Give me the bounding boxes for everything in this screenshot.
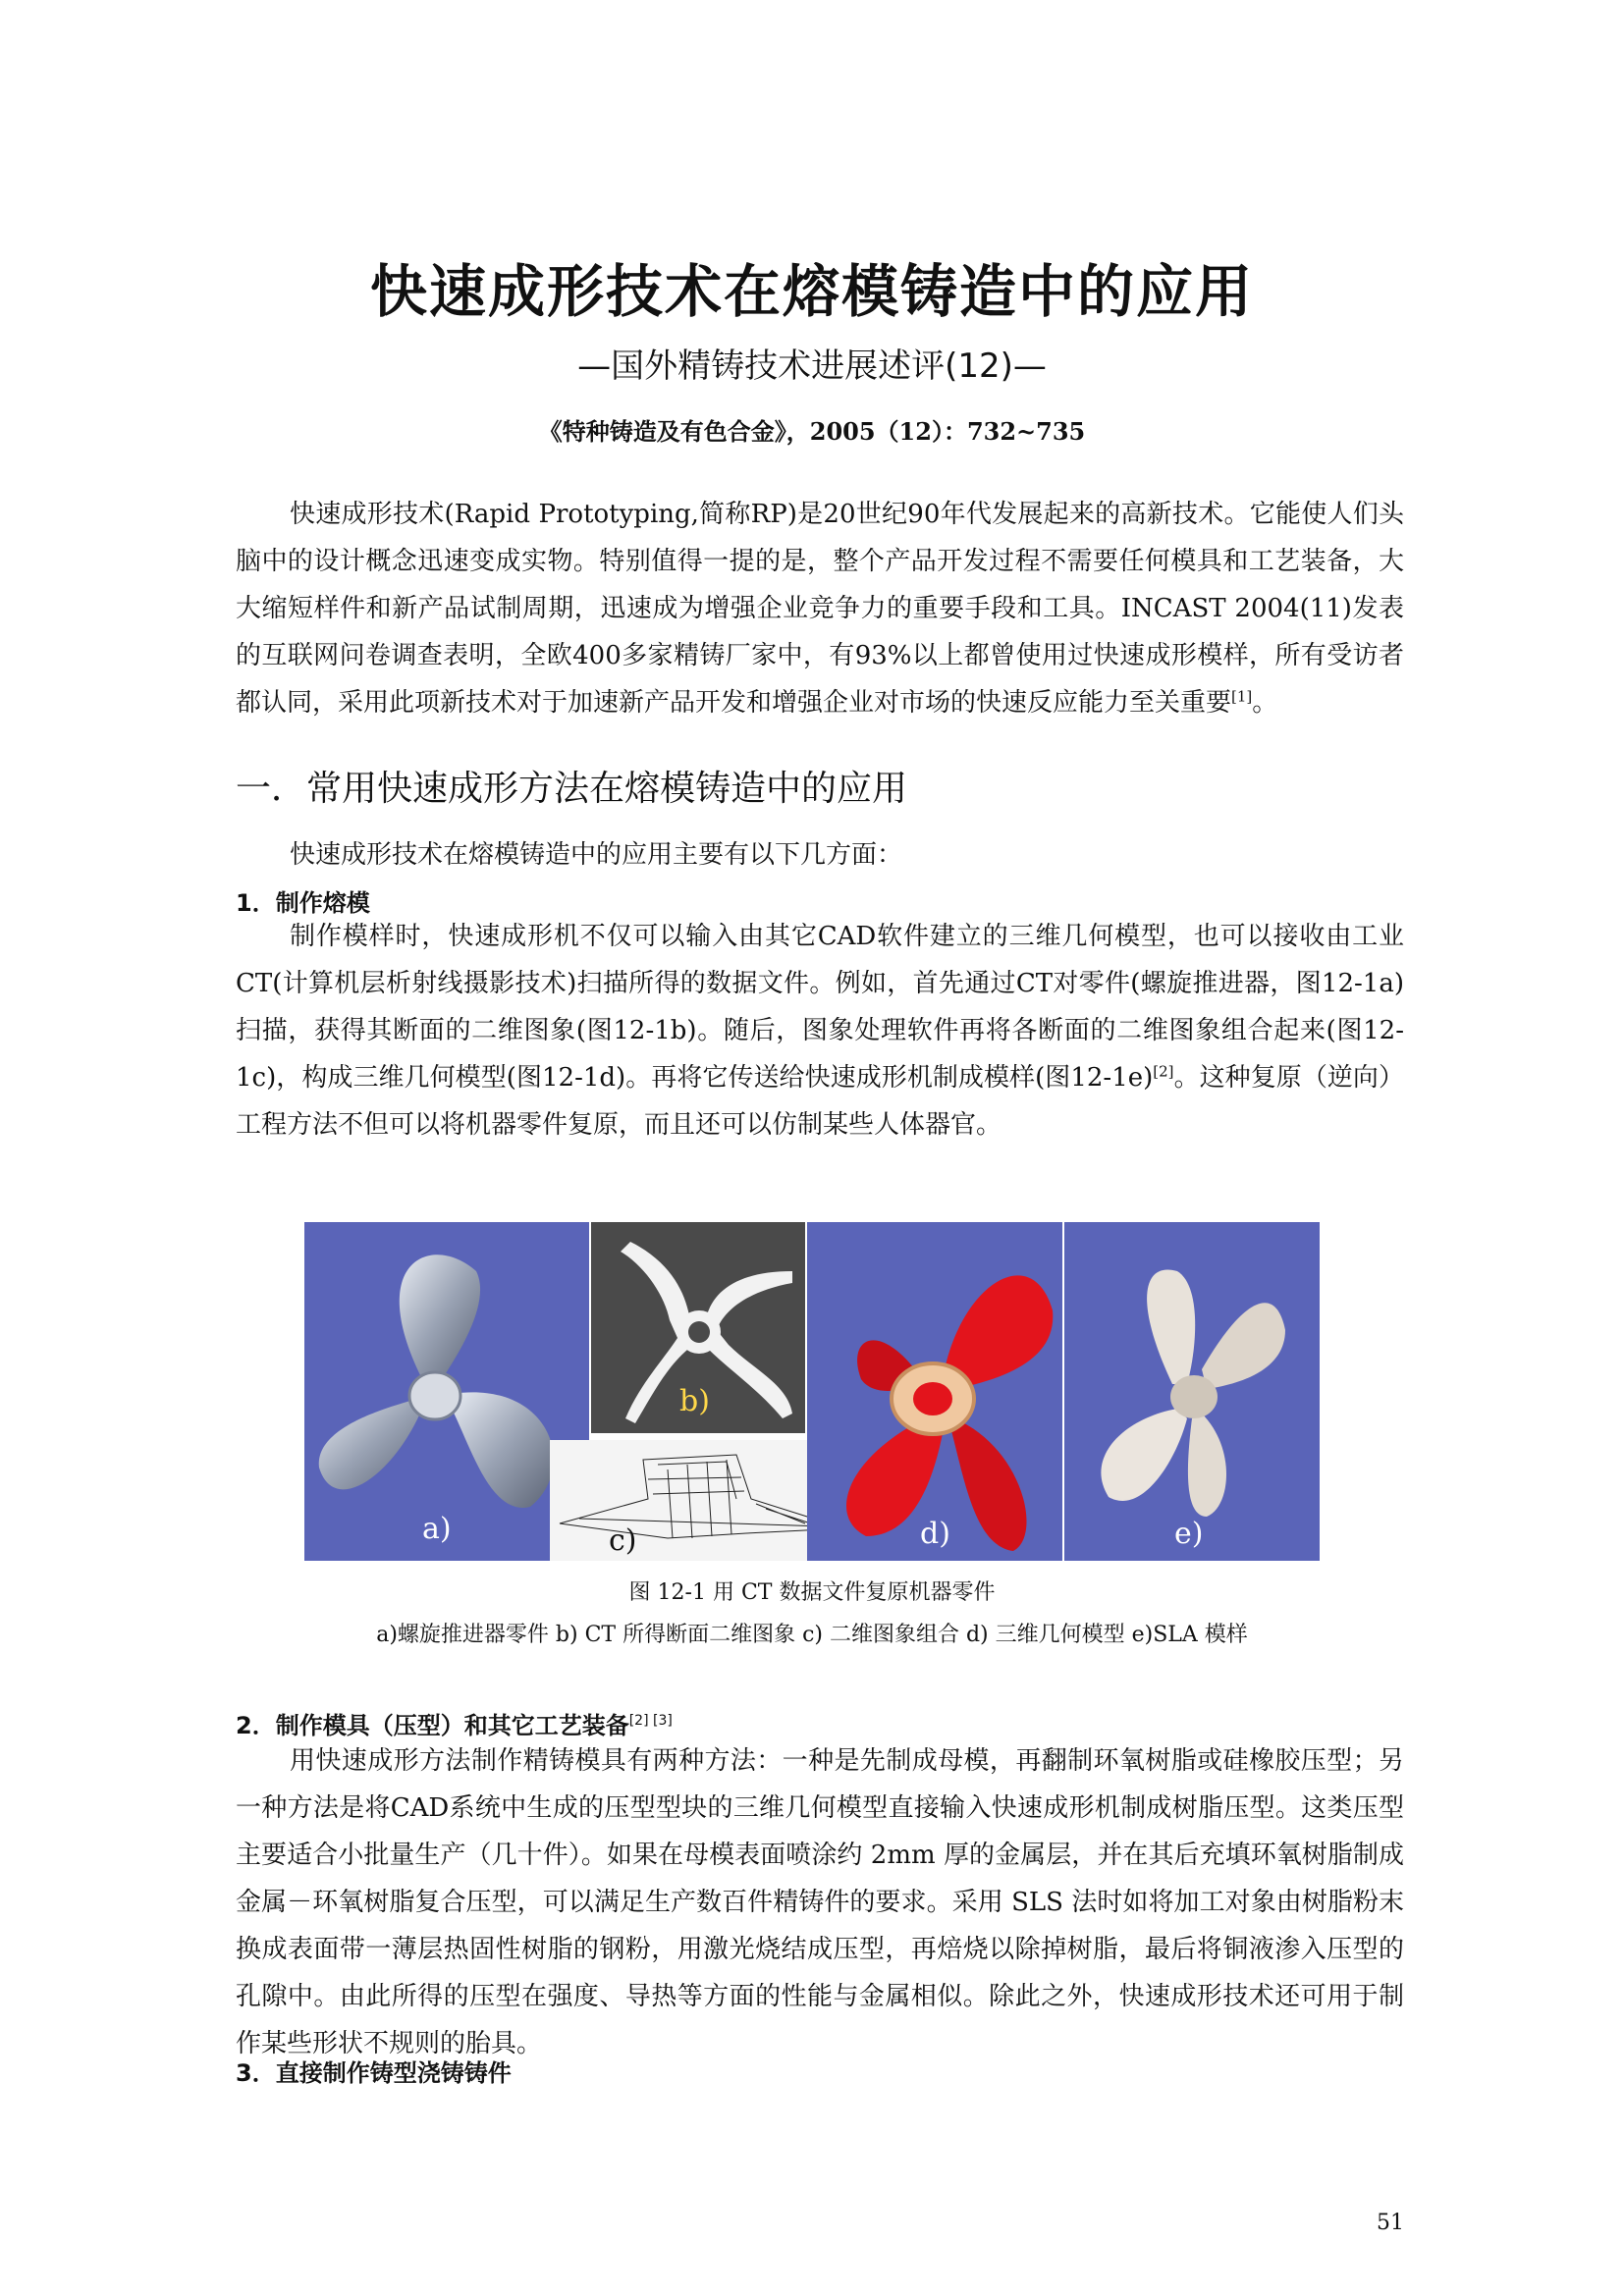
figure-label-e: e) xyxy=(1174,1517,1204,1551)
page-title: 快速成形技术在熔模铸造中的应用 xyxy=(369,258,1254,325)
subsection-paragraph-2: 用快速成形方法制作精铸模具有两种方法：一种是先制成母模，再翻制环氧树脂或硅橡胶压型；另一种方法是将CAD系统中生成的压型型块的三维几何模型直接输入快速成形机制成树脂压型。这类压型主要适合小批量生产（几十件）。如果在母模表面喷涂约 2mm 厚的金属层，并在其后充填环氧树脂制成金属－环氧树脂复合压型，可以满足生产数百件精铸件的要求。采用 SLS 法时如将加工对象由树脂粉末换成表面带一薄层热固性树脂的钢粉，用激光烧结成压型，再焙烧以除掉树脂，最后将铜液渗入压型的孔隙中。由此所得的压型在强度、导热等方面的性能与金属相似。除此之外，快速成形技术还可用于制作某些形状不规则的胎具。 xyxy=(236,1746,1404,2058)
figure-panel-e xyxy=(1064,1222,1320,1561)
figure-label-d: d) xyxy=(920,1517,950,1551)
subsection-heading-3: 3．直接制作铸型浇铸铸件 xyxy=(236,2059,512,2087)
subsection-2-references: [2] [3] xyxy=(628,1713,673,1729)
figure-panel-a xyxy=(304,1222,589,1561)
red-propeller-model-icon xyxy=(807,1222,1062,1561)
wireframe-stack-icon xyxy=(550,1440,849,1561)
sla-pattern-model-icon xyxy=(1064,1222,1320,1561)
intro-reference: [1] xyxy=(1231,687,1253,706)
section-lead: 快速成形技术在熔模铸造中的应用主要有以下几方面： xyxy=(290,840,903,870)
figure-panel-d xyxy=(807,1222,1062,1561)
figure-subcaption: a)螺旋推进器零件 b) CT 所得断面二维图象 c) 二维图象组合 d) 三维几何模型 e)SLA 模样 xyxy=(376,1623,1248,1647)
propeller-photo-icon xyxy=(304,1222,589,1561)
section-heading: 一．常用快速成形方法在熔模铸造中的应用 xyxy=(236,769,908,809)
page-number: 51 xyxy=(1377,2211,1404,2235)
figure-label-a: a) xyxy=(422,1512,452,1546)
citation-source: 《特种铸造及有色合金》，2005（12）：732~735 xyxy=(538,417,1086,446)
subsection-2-title: 2．制作模具（压型）和其它工艺装备 xyxy=(236,1712,629,1739)
figure-label-b: b) xyxy=(679,1384,710,1418)
subsection-paragraph-1 xyxy=(236,913,1404,1148)
subsection-1-reference: [2] xyxy=(1153,1062,1174,1081)
figure-12-1 xyxy=(304,1222,1320,1566)
figure-label-c: c) xyxy=(609,1523,637,1558)
subsection-1-text-end: 。这种复原（逆向）工程方法不但可以将机器零件复原，而且还可以仿制某些人体器官。 xyxy=(236,1063,1404,1140)
figure-panel-c xyxy=(550,1440,849,1561)
intro-paragraph xyxy=(236,491,1404,726)
figure-caption: 图 12-1 用 CT 数据文件复原机器零件 xyxy=(628,1580,996,1605)
subsection-heading-2 xyxy=(236,1706,673,1740)
figure-panel-b xyxy=(591,1222,805,1433)
intro-text-end: 。 xyxy=(1252,688,1278,718)
subsection-1-text: 制作模样时，快速成形机不仅可以输入由其它CAD软件建立的三维几何模型，也可以接收由工业CT(计算机层析射线摄影技术)扫描所得的数据文件。例如，首先通过CT对零件(螺旋推进器，图12-1a)扫描，获得其断面的二维图象(图12-1b)。随后，图象处理软件再将各断面的二维图象组合起来(图12-1c)，构成三维几何模型(图12-1d)。再将它传送给快速成形机制成模样(图12-1e) xyxy=(236,922,1404,1093)
page-subtitle: —国外精铸技术进展述评(12)— xyxy=(577,347,1047,386)
intro-text: 快速成形技术(Rapid Prototyping,简称RP)是20世纪90年代发展起来的高新技术。它能使人们头脑中的设计概念迅速变成实物。特别值得一提的是，整个产品开发过程不需要任何模具和工艺装备，大大缩短样件和新产品试制周期，迅速成为增强企业竞争力的重要手段和工具。INCAST 2004(11)发表的互联网问卷调查表明，全欧400多家精铸厂家中，有93%以上都曾使用过快速成形模样，所有受访者都认同，采用此项新技术对于加速新产品开发和增强企业对市场的快速反应能力至关重要 xyxy=(236,500,1404,718)
subsection-heading-1: 1．制作熔模 xyxy=(236,889,370,917)
